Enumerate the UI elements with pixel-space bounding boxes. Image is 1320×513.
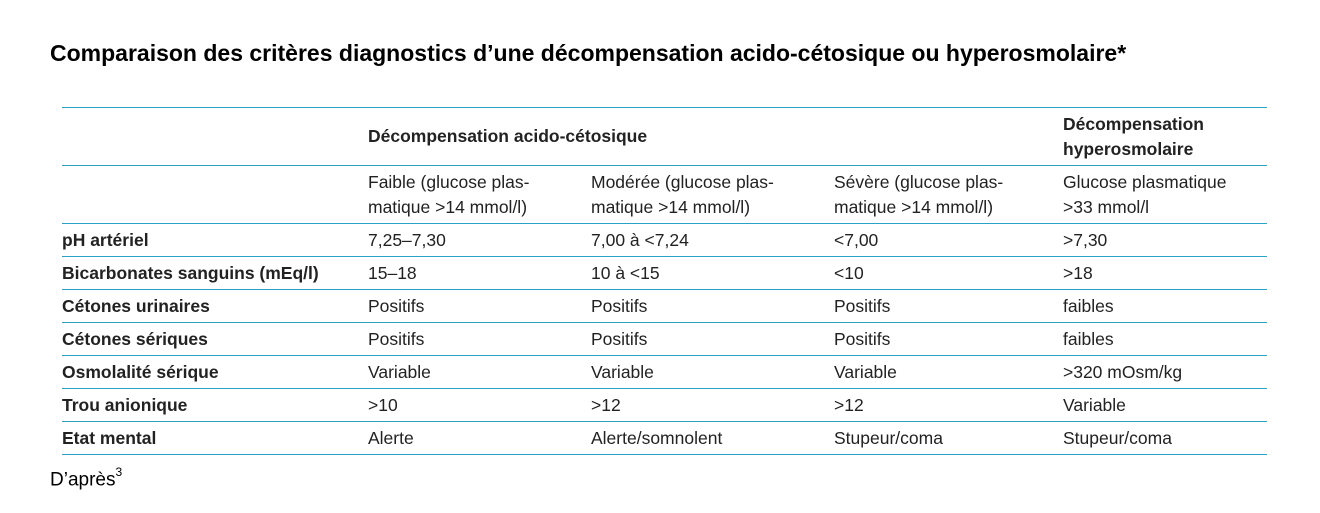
table-cell: 15–18 [368, 257, 591, 290]
table-cell: faibles [1063, 323, 1267, 356]
table-cell: >320 mOsm/kg [1063, 356, 1267, 389]
table-cell: Positifs [591, 290, 834, 323]
subheader-line: Glucose plasmatique [1063, 171, 1227, 192]
table-cell: Stupeur/coma [1063, 422, 1267, 455]
criteria-table [62, 107, 1267, 455]
group-header-hyper [1063, 108, 1267, 166]
table-cell: Positifs [591, 323, 834, 356]
table-cell: Variable [1063, 389, 1267, 422]
page-title: Comparaison des critères diagnostics d’une décompensation acido-cétosique ou hyperosmolaire* [50, 40, 1127, 66]
table-cell: Positifs [834, 290, 1063, 323]
row-label: pH artériel [62, 224, 368, 257]
table-cell: 7,25–7,30 [368, 224, 591, 257]
subheader-severe [834, 166, 1063, 224]
table-cell: Stupeur/coma [834, 422, 1063, 455]
row-label: Etat mental [62, 422, 368, 455]
table-cell: 7,00 à <7,24 [591, 224, 834, 257]
table-cell: 10 à <15 [591, 257, 834, 290]
table-cell: Alerte/somnolent [591, 422, 834, 455]
row-label: Bicarbonates sanguins (mEq/l) [62, 257, 368, 290]
row-label: Trou anionique [62, 389, 368, 422]
table-cell: Variable [591, 356, 834, 389]
footnote-ref: 3 [115, 465, 123, 479]
subheader-hyperosmolaire [1063, 166, 1267, 224]
group-header-acido: Décompensation acido-cétosique [368, 108, 1063, 166]
table-cell: Variable [834, 356, 1063, 389]
source-footnote [50, 467, 122, 491]
table-cell: faibles [1063, 290, 1267, 323]
table-row [62, 422, 1267, 455]
group-header-hyper-line1: Décompensation [1063, 113, 1204, 134]
table-cell: Variable [368, 356, 591, 389]
subheader-line: >33 mmol/l [1063, 196, 1150, 217]
subheader-line: matique >14 mmol/l) [834, 196, 994, 217]
header-empty-cell [62, 108, 368, 166]
subheader-empty-cell [62, 166, 368, 224]
subheader-moderee [591, 166, 834, 224]
table-row [62, 389, 1267, 422]
table-cell: >12 [591, 389, 834, 422]
subheader-line: Modérée (glucose plas- [591, 171, 774, 192]
table-row [62, 224, 1267, 257]
table-row [62, 257, 1267, 290]
table-cell: <7,00 [834, 224, 1063, 257]
table-cell: >12 [834, 389, 1063, 422]
subheader-line: Faible (glucose plas- [368, 171, 530, 192]
subheader-line: matique >14 mmol/l) [368, 196, 528, 217]
row-label: Osmolalité sérique [62, 356, 368, 389]
table-row [62, 323, 1267, 356]
table-cell: Positifs [834, 323, 1063, 356]
subheader-line: matique >14 mmol/l) [591, 196, 751, 217]
table-cell: >7,30 [1063, 224, 1267, 257]
table-row [62, 290, 1267, 323]
subheader-row [62, 166, 1267, 224]
subheader-faible [368, 166, 591, 224]
table-cell: >10 [368, 389, 591, 422]
group-header-row [62, 108, 1267, 166]
subheader-line: Sévère (glucose plas- [834, 171, 1004, 192]
row-label: Cétones urinaires [62, 290, 368, 323]
group-header-hyper-line2: hyperosmolaire [1063, 138, 1194, 159]
row-label: Cétones sériques [62, 323, 368, 356]
table-cell: <10 [834, 257, 1063, 290]
table-cell: Positifs [368, 290, 591, 323]
table-row [62, 356, 1267, 389]
footnote-text: D’après [50, 469, 116, 491]
table-cell: >18 [1063, 257, 1267, 290]
table-cell: Alerte [368, 422, 591, 455]
table-cell: Positifs [368, 323, 591, 356]
